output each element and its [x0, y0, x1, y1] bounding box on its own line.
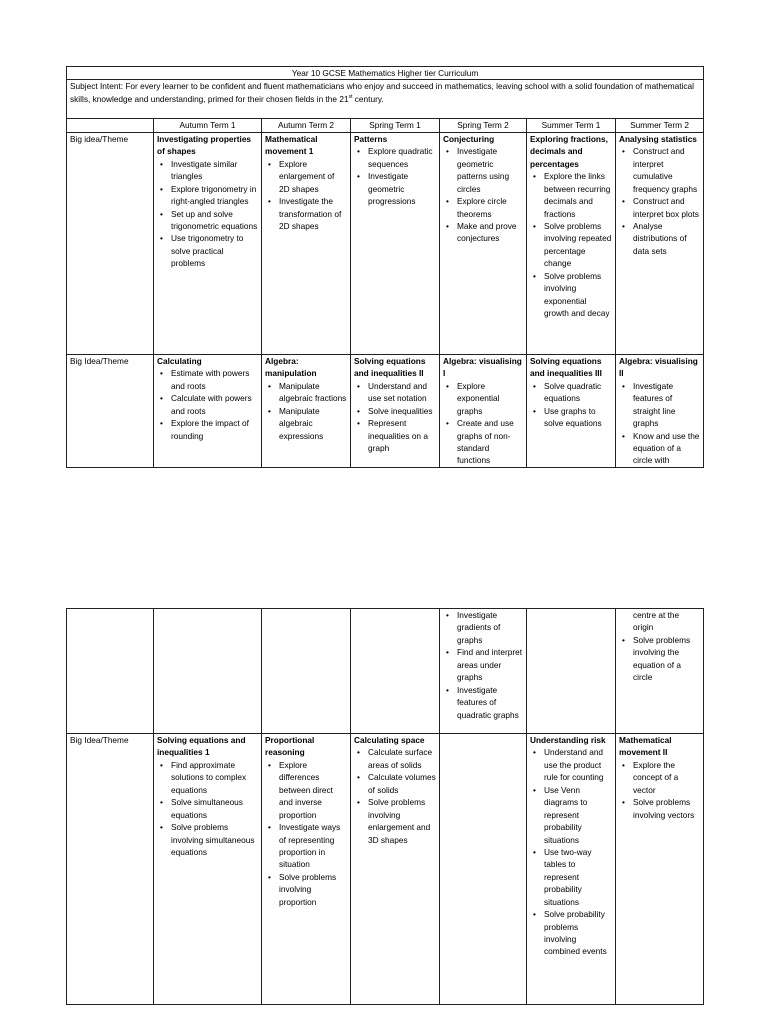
objective-item: • Set up and solve trigonometric equations [171, 208, 258, 233]
row-label: Big idea/Theme [67, 132, 154, 354]
objective-item: • Explore circle theorems [457, 195, 523, 220]
objective-list [265, 759, 347, 908]
curriculum-page-1 [66, 66, 703, 468]
unit-title: Algebra: visualising I [443, 355, 522, 379]
objective-item: • Solve probability problems involving combined events [544, 908, 612, 958]
row-label: Big Idea/Theme [67, 734, 154, 1005]
unit-cell [527, 734, 616, 1005]
term-header-autumn-2: Autumn Term 2 [262, 119, 351, 132]
objective-item: • Solve problems involving exponential growth and decay [544, 270, 612, 320]
objective-item: • Create and use graphs of non-standard functions [457, 417, 523, 467]
objective-list [354, 380, 436, 455]
unit-title: Understanding risk [530, 735, 606, 745]
objective-item: • Investigate similar triangles [171, 158, 258, 183]
objective-item: • Solve inequalities [368, 405, 436, 417]
unit-cell [440, 609, 527, 734]
unit-cell [527, 609, 616, 734]
objective-item: • Use graphs to solve equations [544, 405, 612, 430]
objective-list [157, 158, 258, 270]
unit-cell [616, 609, 704, 734]
unit-cell [351, 354, 440, 467]
objective-item: • Calculate with powers and roots [171, 392, 258, 417]
row-label: Big Idea/Theme [67, 354, 154, 467]
term-header-autumn-1: Autumn Term 1 [154, 119, 262, 132]
objective-item: • Use two-way tables to represent probability situations [544, 846, 612, 908]
objective-item: • Analyse distributions of data sets [633, 220, 700, 257]
objective-item: • Investigate features of straight line graphs [633, 380, 700, 430]
unit-cell [154, 609, 262, 734]
objective-item: • Solve simultaneous equations [171, 796, 258, 821]
objective-item: • Calculate volumes of solids [368, 771, 436, 796]
unit-cell [351, 132, 440, 354]
objective-list [157, 759, 258, 859]
curriculum-page-2 [66, 608, 703, 1005]
objective-item: • Construct and interpret box plots [633, 195, 700, 220]
objective-list [354, 746, 436, 846]
intent-row [67, 80, 704, 119]
unit-cell [351, 609, 440, 734]
header-empty-cell [67, 119, 154, 132]
unit-cell [616, 132, 704, 354]
objective-item: • Explore quadratic sequences [368, 145, 436, 170]
objective-list [354, 145, 436, 207]
unit-cell [440, 132, 527, 354]
objective-item: • Explore the impact of rounding [171, 417, 258, 442]
unit-title: Conjecturing [443, 133, 495, 144]
unit-cell [262, 132, 351, 354]
objective-list [443, 609, 523, 721]
objective-item: • Solve problems involving repeated percentage change [544, 220, 612, 270]
objective-list [530, 746, 612, 957]
objective-item: • Understand and use the product rule for counting [544, 746, 612, 783]
unit-title: Algebra: manipulation [265, 355, 317, 379]
objective-item: • Solve problems involving the equation of a circle [633, 634, 700, 684]
objective-item: • Explore differences between direct and inverse proportion [279, 759, 347, 821]
unit-title: Analysing statistics [619, 133, 697, 144]
theme-row [67, 734, 704, 1005]
unit-cell [440, 354, 527, 467]
unit-cell [527, 132, 616, 354]
row-label [67, 609, 154, 734]
subject-intent [67, 80, 704, 119]
objective-item: • Investigate the transformation of 2D shapes [279, 195, 347, 232]
objective-item: • Make and prove conjectures [457, 220, 523, 245]
unit-title: Proportional reasoning [265, 735, 315, 758]
unit-title: Mathematical movement 1 [265, 133, 318, 157]
objective-item: • Understand and use set notation [368, 380, 436, 405]
objective-item: • Use trigonometry to solve practical problems [171, 232, 258, 269]
unit-title: Patterns [354, 133, 388, 144]
curriculum-table-1 [66, 66, 704, 468]
objective-list [619, 634, 700, 684]
objective-item: • Find approximate solutions to complex equations [171, 759, 258, 796]
objective-item: • Solve problems involving enlargement and 3D shapes [368, 796, 436, 846]
objective-list [265, 380, 347, 442]
theme-row [67, 354, 704, 467]
unit-title: Exploring fractions, decimals and percentages [530, 133, 608, 169]
unit-title: Solving equations and inequalities II [354, 355, 426, 379]
unit-title: Investigating properties of shapes [157, 133, 252, 157]
unit-cell [440, 734, 527, 1005]
objective-item: • Investigate gradients of graphs [457, 609, 523, 646]
objective-list [443, 145, 523, 245]
objective-item: • Represent inequalities on a graph [368, 417, 436, 454]
theme-row [67, 132, 704, 354]
objective-item: • Find and interpret areas under graphs [457, 646, 523, 683]
unit-title: Mathematical movement II [619, 735, 672, 758]
unit-cell [262, 734, 351, 1005]
objective-list [157, 367, 258, 442]
intent-text-end: century. [352, 93, 384, 104]
objective-item: • Explore trigonometry in right-angled triangles [171, 183, 258, 208]
unit-title: Solving equations and inequalities III [530, 355, 602, 379]
objective-item: • Manipulate algebraic expressions [279, 405, 347, 442]
objective-list [443, 380, 523, 467]
term-header-spring-1: Spring Term 1 [351, 119, 440, 132]
continuation-row [67, 609, 704, 734]
unit-cell [351, 734, 440, 1005]
objective-item: • Explore the concept of a vector [633, 759, 700, 796]
intent-text: Subject Intent: For every learner to be confident and fluent mathematicians who enjoy and succeed in mathematics, leaving school with a solid foundation of mathematical skills, knowledge and understanding, primed for their chosen fields in the 21 [70, 81, 695, 104]
term-header-summer-1: Summer Term 1 [527, 119, 616, 132]
term-header-row [67, 119, 704, 132]
unit-cell [616, 354, 704, 467]
objective-list [265, 158, 347, 233]
curriculum-title: Year 10 GCSE Mathematics Higher tier Curriculum [67, 67, 704, 80]
title-row [67, 67, 704, 80]
objective-item: • Estimate with powers and roots [171, 367, 258, 392]
unit-title: Calculating space [354, 735, 425, 745]
unit-cell [616, 734, 704, 1005]
term-header-summer-2: Summer Term 2 [616, 119, 704, 132]
unit-title: Solving equations and inequalities 1 [157, 735, 246, 758]
objective-item: • Investigate geometric progressions [368, 170, 436, 207]
objective-item: • Investigate geometric patterns using circles [457, 145, 523, 195]
objective-list [619, 145, 700, 257]
objective-item: • Solve quadratic equations [544, 380, 612, 405]
objective-item: • Explore enlargement of 2D shapes [279, 158, 347, 195]
objective-item: • Calculate surface areas of solids [368, 746, 436, 771]
objective-list [530, 380, 612, 430]
unit-title: Calculating [157, 355, 202, 366]
objective-item: • Investigate features of quadratic graphs [457, 684, 523, 721]
objective-item: • Construct and interpret cumulative frequency graphs [633, 145, 700, 195]
objective-item: • Use Venn diagrams to represent probability situations [544, 784, 612, 846]
unit-cell [154, 734, 262, 1005]
objective-item: • Manipulate algebraic fractions [279, 380, 347, 405]
unit-cell [262, 354, 351, 467]
objective-item: • Explore exponential graphs [457, 380, 523, 417]
objective-item: • Solve problems involving proportion [279, 871, 347, 908]
objective-item: • Solve problems involving simultaneous equations [171, 821, 258, 858]
objective-item: • Explore the links between recurring decimals and fractions [544, 170, 612, 220]
objective-item: • Investigate ways of representing proportion in situation [279, 821, 347, 871]
objective-list [619, 380, 700, 467]
intent-superscript: st [348, 94, 353, 101]
objective-item: • Know and use the equation of a circle with [633, 430, 700, 467]
unit-cell [154, 354, 262, 467]
curriculum-table-2 [66, 608, 704, 1005]
unit-cell [154, 132, 262, 354]
objective-list [530, 170, 612, 319]
continued-text: centre at the origin [633, 610, 680, 633]
objective-list [619, 759, 700, 821]
unit-title: Algebra: visualising II [619, 355, 698, 379]
unit-cell [262, 609, 351, 734]
objective-item: • Solve problems involving vectors [633, 796, 700, 821]
unit-cell [527, 354, 616, 467]
term-header-spring-2: Spring Term 2 [440, 119, 527, 132]
